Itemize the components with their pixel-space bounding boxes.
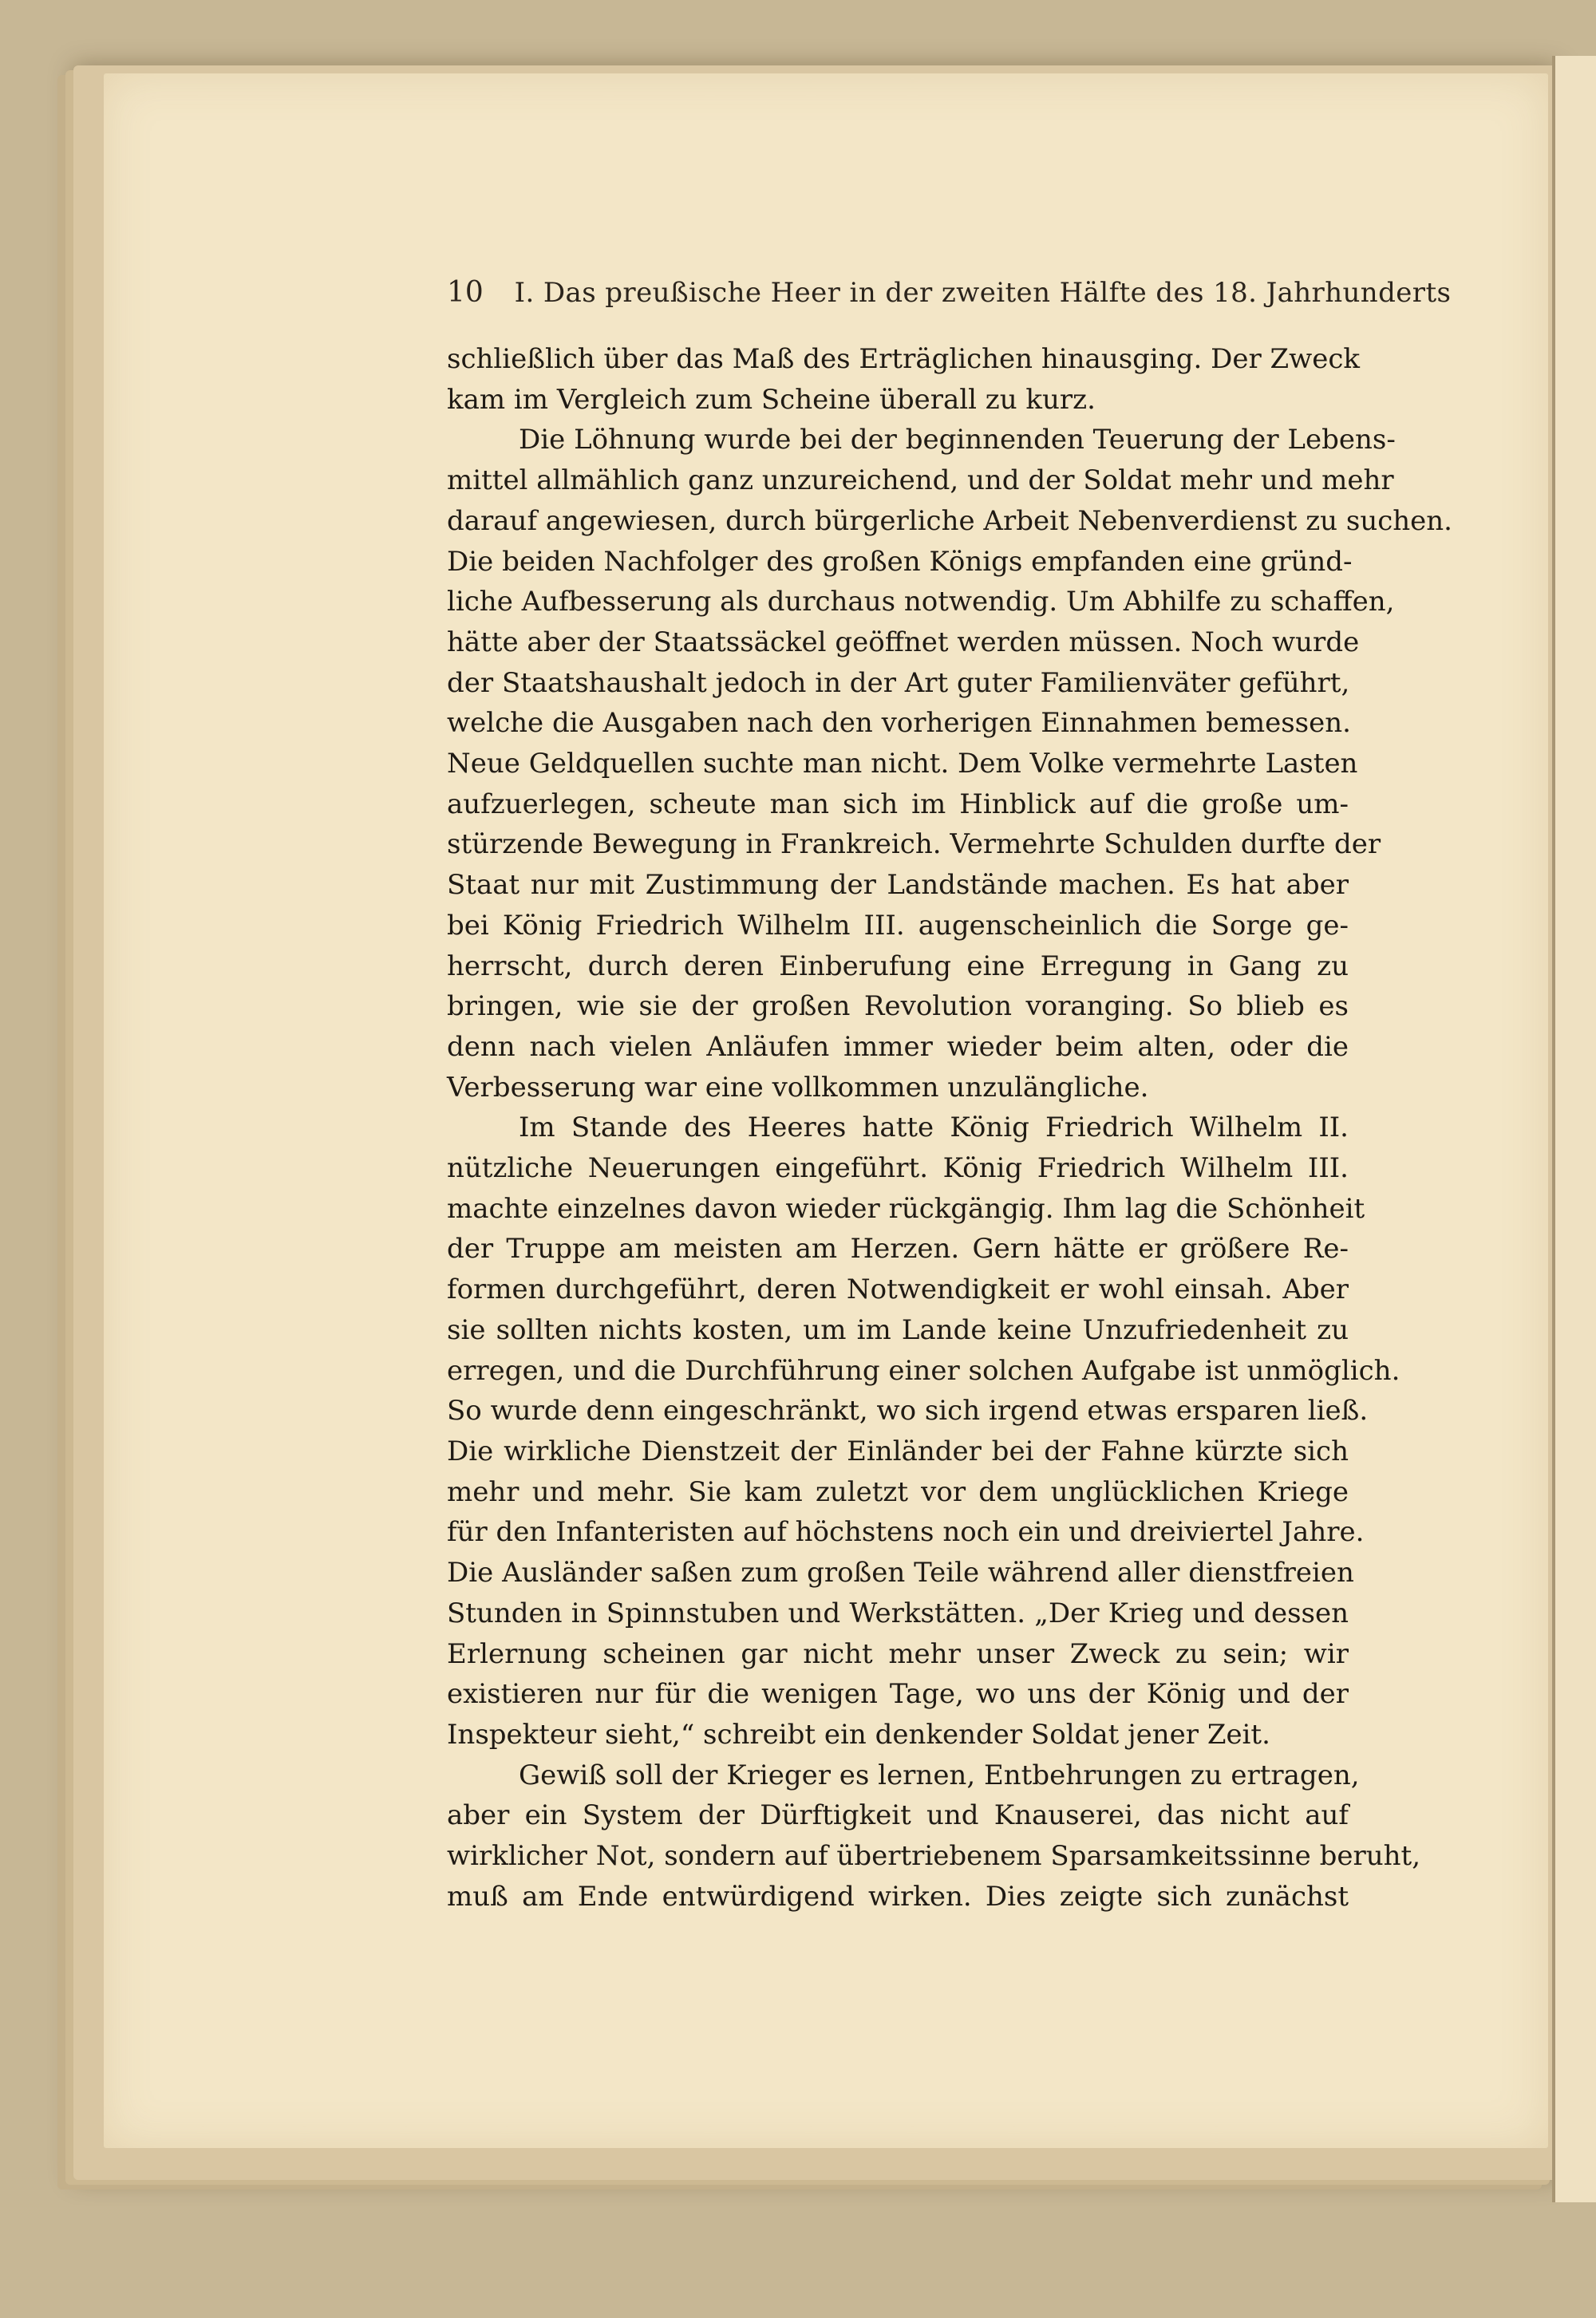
text-line: aufzuerlegen, scheute man sich im Hinblick auf die große um- [447, 788, 1349, 820]
text-line: bei König Friedrich Wilhelm III. augenscheinlich die Sorge ge- [447, 909, 1349, 942]
text-line: erregen, und die Durchführung einer solchen Aufgabe ist unmöglich. [447, 1354, 1400, 1387]
text-line: sie sollten nichts kosten, um im Lande keine Unzufriedenheit zu [447, 1313, 1349, 1346]
text-line: Staat nur mit Zustimmung der Landstände machen. Es hat aber [447, 869, 1349, 902]
text-line: stürzende Bewegung in Frankreich. Vermehrte Schulden durfte der [447, 828, 1381, 861]
text-line: muß am Ende entwürdigend wirken. Dies zeigte sich zunächst [447, 1880, 1349, 1913]
text-line: Gewiß soll der Krieger es lernen, Entbehrungen zu ertragen, [519, 1759, 1360, 1791]
text-line: Verbesserung war eine vollkommen unzulängliche. [447, 1071, 1149, 1104]
text-line: schließlich über das Maß des Erträglichen hinausging. Der Zweck [447, 343, 1361, 375]
text-line: Die Ausländer saßen zum großen Teile während aller dienstfreien [447, 1557, 1354, 1589]
text-line: welche die Ausgaben nach den vorherigen Einnahmen bemessen. [447, 707, 1351, 740]
text-line: Die Löhnung wurde bei der beginnenden Teuerung der Lebens- [519, 424, 1396, 456]
text-line: Inspekteur sieht,“ schreibt ein denkender Soldat jener Zeit. [447, 1718, 1270, 1751]
text-line: formen durchgeführt, deren Notwendigkeit er wohl einsah. Aber [447, 1274, 1349, 1306]
text-line: Erlernung scheinen gar nicht mehr unser Zweck zu sein; wir [447, 1637, 1349, 1670]
text-line: Stunden in Spinnstuben und Werkstätten. „Der Krieg und dessen [447, 1597, 1349, 1629]
text-line: für den Infanteristen auf höchstens noch ein und dreiviertel Jahre. [447, 1516, 1365, 1549]
text-line: darauf angewiesen, durch bürgerliche Arbeit Nebenverdienst zu suchen. [447, 504, 1452, 537]
text-line: machte einzelnes davon wieder rückgängig. Ihm lag die Schönheit [447, 1192, 1365, 1225]
paragraph [447, 1108, 1400, 1755]
text-line: bringen, wie sie der großen Revolution voranging. So blieb es [447, 990, 1349, 1023]
text-line: nützliche Neuerungen eingeführt. König Friedrich Wilhelm III. [447, 1152, 1349, 1185]
text-line: der Staatshaushalt jedoch in der Art guter Familienväter geführt, [447, 666, 1350, 699]
text-line: wirklicher Not, sondern auf übertriebenem Sparsamkeitssinne beruht, [447, 1840, 1421, 1873]
text-line: denn nach vielen Anläufen immer wieder beim alten, oder die [447, 1030, 1349, 1063]
text-line: existieren nur für die wenigen Tage, wo uns der König und der [447, 1678, 1349, 1711]
text-line: aber ein System der Dürftigkeit und Knauserei, das nicht auf [447, 1799, 1349, 1832]
running-title: I. Das preußische Heer in der zweiten Hälfte des 18. Jahrhunderts [514, 277, 1452, 309]
body-text [447, 339, 1452, 1917]
text-line: Neue Geldquellen suchte man nicht. Dem Volke vermehrte Lasten [447, 748, 1358, 780]
paragraph [447, 1755, 1421, 1917]
text-line: mittel allmählich ganz unzureichend, und der Soldat mehr und mehr [447, 464, 1394, 497]
text-line: mehr und mehr. Sie kam zuletzt vor dem unglücklichen Kriege [447, 1475, 1349, 1508]
text-line: der Truppe am meisten am Herzen. Gern hätte er größere Re- [447, 1233, 1349, 1266]
paragraph [447, 339, 1361, 420]
text-line: Die beiden Nachfolger des großen Königs empfanden eine gründ- [447, 545, 1353, 578]
paragraph [447, 420, 1452, 1108]
text-line: kam im Vergleich zum Scheine überall zu kurz. [447, 383, 1096, 416]
text-line: herrscht, durch deren Einberufung eine Erregung in Gang zu [447, 950, 1349, 982]
text-line: So wurde denn eingeschränkt, wo sich irgend etwas ersparen ließ. [447, 1395, 1369, 1428]
text-line: Die wirkliche Dienstzeit der Einländer bei der Fahne kürzte sich [447, 1435, 1349, 1467]
text-line: Im Stande des Heeres hatte König Friedrich Wilhelm II. [519, 1112, 1349, 1144]
facing-page-edge [1552, 56, 1596, 2202]
text-line: liche Aufbesserung als durchaus notwendig. Um Abhilfe zu schaffen, [447, 586, 1395, 618]
text-line: hätte aber der Staatssäckel geöffnet werden müssen. Noch wurde [447, 626, 1360, 658]
page-number: 10 [447, 276, 484, 309]
page-header [447, 276, 1452, 324]
